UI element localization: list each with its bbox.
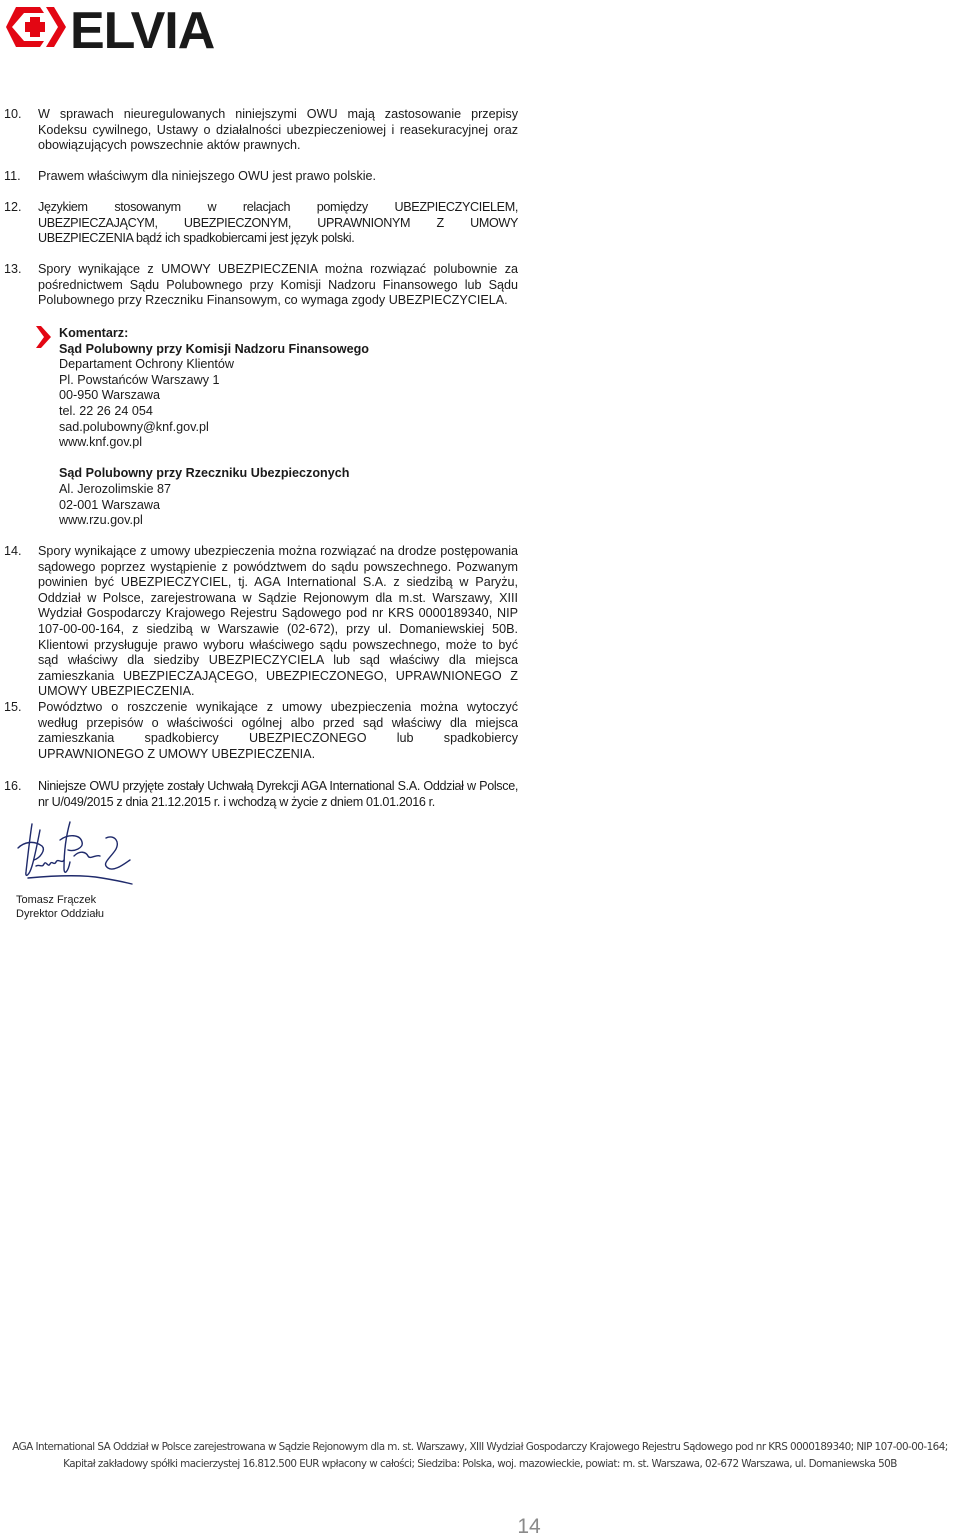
clause-number: 12. [4, 200, 22, 214]
svg-text:ELVIA: ELVIA [70, 3, 215, 51]
signature-image [10, 816, 135, 894]
cross-emblem-icon [6, 7, 66, 47]
clause-16 [4, 779, 518, 810]
clause-12 [4, 200, 518, 247]
elvia-logo [4, 3, 294, 51]
clause-number: 16. [4, 779, 22, 793]
org-line: www.knf.gov.pl [59, 435, 143, 450]
clause-text: Spory wynikające z UMOWY UBEZPIECZENIA można rozwiązać polubownie za pośrednictwem Sądu Polubownego przy Komisji Nadzoru Finansowego lub Sądu Polubownego przy Rzeczniku Finansowym, co wymaga zgody UBEZPIECZYCIELA. [38, 262, 518, 308]
clause-text: Spory wynikające z umowy ubezpieczenia można rozwiązać na drodze postępowania sądowego poprzez wystąpienie z powództwem do sądu powszechnego. Pozwanym powinien być UBEZPIECZYCIEL, tj. AGA International S.A. z siedzibą w Paryżu, Oddział w Polsce, zarejestrowana w Sądzie Rejonowym dla m.st. Warszawy, XIII Wydział Gospodarczy Krajowego Rejestru Sądowego pod nr KRS 0000189340, NIP 107-00-00-164, z siedzibą w Warszawie (02-672), przy ul. Domaniewskiej 50B. Klientowi przysługuje prawo wyboru właściwego sądu powszechnego, może to być sąd właściwy dla siedziby UBEZPIECZYCIELA lub sąd właściwy dla miejsca zamieszkania UBEZPIECZAJĄCEGO, UBEZPIECZONEGO, UPRAWNIONEGO Z UMOWY UBEZPIECZENIA. [38, 544, 518, 699]
clause-text: Niniejsze OWU przyjęte zostały Uchwałą Dyrekcji AGA International S.A. Oddział w Polsce, nr U/049/2015 z dnia 21.12.2015 r. i wchodzą w życie z dniem 01.01.2016 r. [38, 779, 518, 809]
org-line: 00-950 Warszawa [59, 388, 161, 403]
clause-number: 10. [4, 107, 22, 121]
clause-text: Językiem stosowanym w relacjach pomiędzy UBEZPIECZYCIELEM, UBEZPIECZAJĄCYM, UBEZPIECZONYM, UPRAWNIONYM Z UMOWY UBEZPIECZENIA bądź ich spadkobiercami jest język polski. [38, 200, 518, 246]
org-line: Pl. Powstańców Warszawy 1 [59, 372, 220, 387]
clause-number: 15. [4, 700, 22, 714]
clause-14 [4, 544, 518, 700]
clause-number: 13. [4, 262, 22, 276]
signer-name: Tomasz Frączek [16, 894, 97, 906]
clause-13 [4, 262, 518, 309]
org-name: Sąd Polubowny przy Rzeczniku Ubezpieczonych [59, 466, 350, 481]
org-line: 02-001 Warszawa [59, 497, 161, 512]
footer-line-1: AGA International SA Oddział w Polsce zarejestrowana w Sądzie Rejonowym dla m. st. Warszawy, XIII Wydział Gospodarczy Krajowego Rejestru Sądowego pod nr KRS 0000189340; NIP 107-00-00-164; [12, 1441, 948, 1453]
page-number: 14 [517, 1515, 541, 1538]
elvia-logo-graphic [4, 3, 294, 51]
clause-text: Prawem właściwym dla niniejszego OWU jest prawo polskie. [38, 169, 377, 183]
org-name: Sąd Polubowny przy Komisji Nadzoru Finansowego [59, 341, 369, 356]
org-line: sad.polubowny@knf.gov.pl [59, 419, 209, 434]
footer-line-2: Kapitał zakładowy spółki macierzystej 16.812.500 EUR wpłacony w całości; Siedziba: Polska, woj. mazowieckie, powiat: m. st. Warszawa, 02-672 Warszawa, ul. Domaniewska 50B [63, 1458, 897, 1470]
org-line: Al. Jerozolimskie 87 [59, 481, 171, 496]
clause-11 [4, 169, 518, 185]
comment-label: Komentarz: [59, 326, 129, 340]
clause-text: Powództwo o roszczenie wynikające z umowy ubezpieczenia można wytoczyć według przepisów o właściwości ogólnej albo przed sąd właściwy dla miejsca zamieszkania spadkobiercy UBEZPIECZONEGO lub spadkobiercy UPRAWNIONEGO Z UMOWY UBEZPIECZENIA. [38, 700, 518, 761]
clause-number: 11. [4, 169, 21, 183]
clause-text: W sprawach nieuregulowanych niniejszymi OWU mają zastosowanie przepisy Kodeksu cywilnego, Ustawy o działalności ubezpieczeniowej i reasekuracyjnej oraz obowiązujących powszechnie aktów prawnych. [38, 107, 518, 153]
org-line: tel. 22 26 24 054 [59, 403, 153, 418]
signer-title: Dyrektor Oddziału [16, 907, 105, 920]
signer-block [16, 894, 104, 921]
comment-arrow-icon [36, 326, 51, 348]
org-line: Departament Ochrony Klientów [59, 357, 234, 372]
clause-number: 14. [4, 544, 22, 558]
org-line: www.rzu.gov.pl [59, 513, 143, 528]
clause-10 [4, 107, 518, 154]
clause-15 [4, 700, 518, 762]
comment-block [36, 326, 516, 529]
